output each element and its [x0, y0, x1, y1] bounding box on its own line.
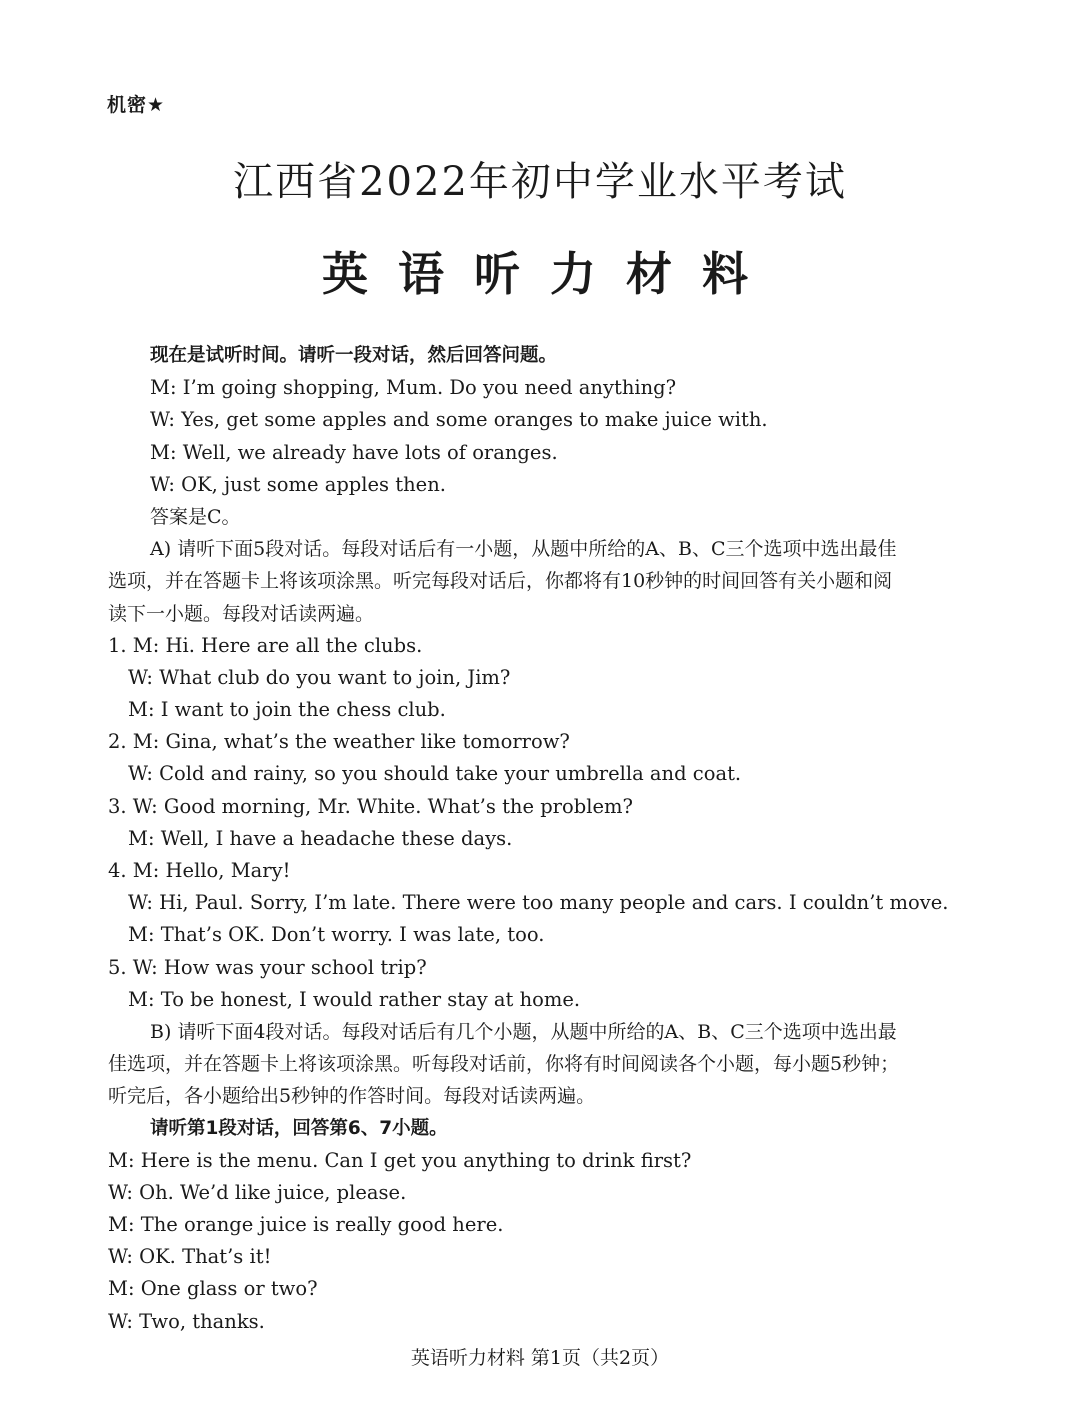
dialogue-line: W: Oh. We’d like juice, please.: [108, 1180, 407, 1204]
dialogue-line: W: OK. That’s it!: [108, 1245, 272, 1269]
dialogue-line: M: Well, I have a headache these days.: [128, 826, 513, 850]
trial-instruction: 现在是试听时间。请听一段对话，然后回答问题。: [150, 345, 558, 366]
dialogue-line: M: Well, we already have lots of oranges.: [150, 440, 558, 464]
section-a-instruction: 读下一小题。每段对话读两遍。: [108, 602, 375, 625]
dialogue-line: 5. W: How was your school trip?: [108, 955, 427, 979]
dialogue-line: M: I want to join the chess club.: [128, 698, 446, 722]
exam-title: 江西省2022年初中学业水平考试: [233, 159, 847, 205]
trial-answer: 答案是C。: [150, 505, 241, 528]
dialogue-line: M: The orange juice is really good here.: [108, 1213, 504, 1237]
section-b-instruction: 佳选项，并在答题卡上将该项涂黑。听每段对话前，你将有时间阅读各个小题，每小题5秒钟；: [108, 1053, 900, 1076]
dialogue-line: M: That’s OK. Don’t worry. I was late, too.: [128, 923, 545, 947]
dialogue-line: W: Yes, get some apples and some oranges to make juice with.: [150, 408, 768, 432]
document-body: [108, 340, 976, 1338]
page-footer: 英语听力材料 第1页（共2页）: [410, 1347, 670, 1369]
dialogue-line: W: Two, thanks.: [108, 1309, 265, 1333]
dialogue-line: M: One glass or two?: [108, 1277, 318, 1301]
section-a-instruction: A) 请听下面5段对话。每段对话后有一小题，从题中所给的A、B、C三个选项中选出最佳: [150, 538, 897, 561]
dialogue-heading: 请听第1段对话，回答第6、7小题。: [150, 1117, 448, 1139]
dialogue-line: 3. W: Good morning, Mr. White. What’s the problem?: [108, 794, 633, 818]
dialogue-line: M: To be honest, I would rather stay at home.: [128, 987, 581, 1011]
document-title: 英语听力材料: [322, 247, 778, 301]
dialogue-line: W: OK, just some apples then.: [150, 472, 446, 496]
dialogue-line: W: Hi, Paul. Sorry, I’m late. There were too many people and cars. I couldn’t move.: [128, 891, 949, 915]
dialogue-line: W: What club do you want to join, Jim?: [128, 665, 511, 689]
dialogue-line: 2. M: Gina, what’s the weather like tomorrow?: [108, 730, 570, 754]
dialogue-line: W: Cold and rainy, so you should take your umbrella and coat.: [128, 762, 742, 786]
section-b-instruction: B) 请听下面4段对话。每段对话后有几个小题，从题中所给的A、B、C三个选项中选出最: [150, 1020, 897, 1043]
dialogue-line: M: I’m going shopping, Mum. Do you need anything?: [150, 376, 677, 400]
section-b-instruction: 听完后，各小题给出5秒钟的作答时间。每段对话读两遍。: [108, 1085, 596, 1108]
dialogue-line: M: Here is the menu. Can I get you anything to drink first?: [108, 1148, 692, 1172]
dialogue-line: 4. M: Hello, Mary!: [108, 859, 291, 882]
dialogue-line: 1. M: Hi. Here are all the clubs.: [108, 633, 423, 657]
confidential-mark: 机密★: [107, 94, 166, 116]
section-a-instruction: 选项，并在答题卡上将该项涂黑。听完每段对话后，你都将有10秒钟的时间回答有关小题和阅: [108, 570, 893, 593]
